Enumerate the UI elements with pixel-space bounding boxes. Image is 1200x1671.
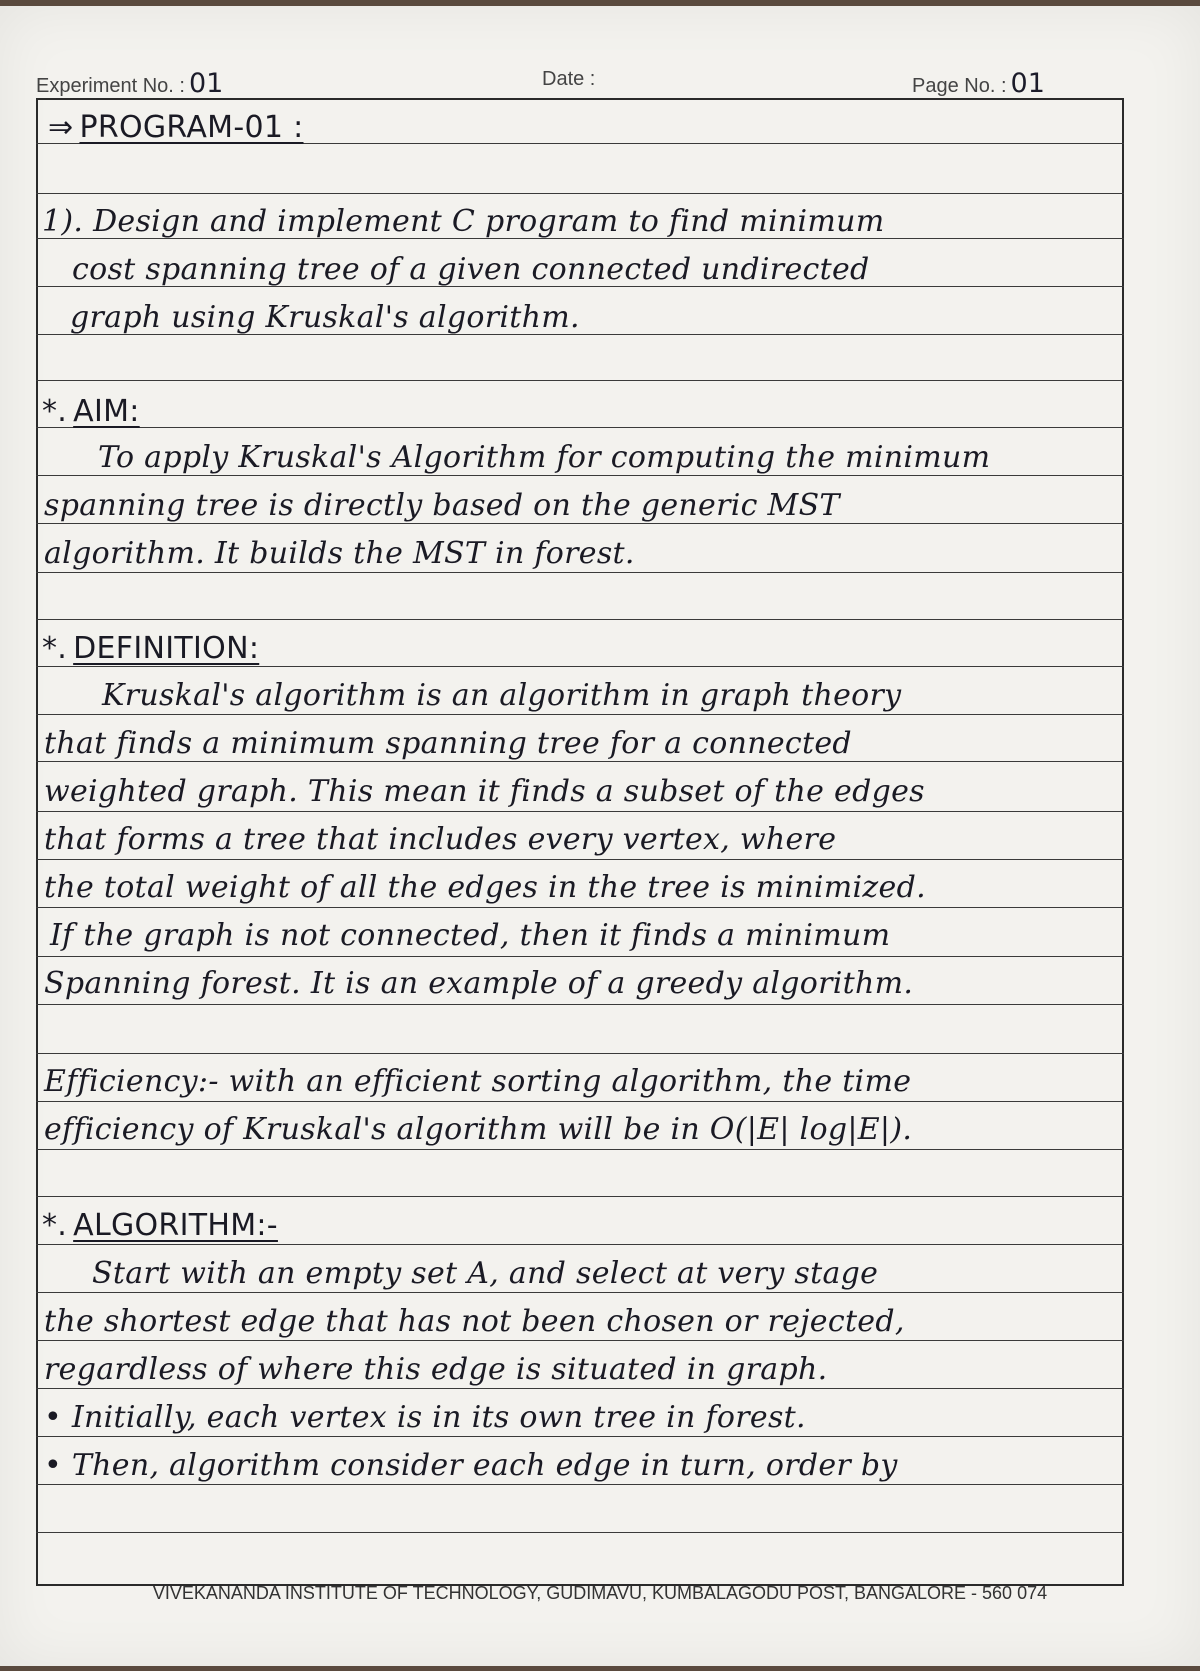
- aim-title: AIM:: [73, 394, 140, 429]
- efficiency-text-line: Efficiency:- with an efficient sorting algorithm, the time: [44, 1064, 912, 1099]
- page-value: 01: [1010, 68, 1045, 99]
- ruled-line: [36, 523, 1124, 524]
- aim-text-line: spanning tree is directly based on the generic MST: [44, 488, 840, 523]
- ruled-line: [36, 1196, 1124, 1197]
- ruled-line: [36, 811, 1124, 812]
- ruled-line: [36, 907, 1124, 908]
- program-heading: [48, 110, 304, 145]
- ruled-line: [36, 956, 1124, 957]
- algorithm-text-line: • Initially, each vertex is in its own tree in forest.: [44, 1400, 806, 1435]
- question-line: graph using Kruskal's algorithm.: [70, 300, 580, 335]
- ruled-line: [36, 475, 1124, 476]
- double-right-arrow-icon: ⇒: [48, 110, 74, 145]
- experiment-number: [36, 68, 223, 99]
- efficiency-text-line: efficiency of Kruskal's algorithm will be in O(|E| log|E|).: [44, 1112, 913, 1147]
- ruled-line: [36, 619, 1124, 620]
- asterisk-icon: *.: [42, 631, 68, 666]
- experiment-value: 01: [188, 68, 224, 99]
- algorithm-heading: [42, 1208, 278, 1243]
- ruled-line: [36, 380, 1124, 381]
- algorithm-title: ALGORITHM:-: [73, 1208, 278, 1243]
- question-line: cost spanning tree of a given connected undirected: [72, 252, 870, 287]
- ruled-line: [36, 193, 1124, 194]
- ruled-line: [36, 1149, 1124, 1150]
- definition-text-line: that forms a tree that includes every vertex, where: [44, 822, 837, 857]
- ruled-line: [36, 1244, 1124, 1245]
- definition-text-line: If the graph is not connected, then it finds a minimum: [50, 918, 891, 953]
- page-label: Page No. :: [912, 75, 1007, 97]
- ruled-line: [36, 1484, 1124, 1485]
- asterisk-icon: *.: [42, 1208, 68, 1243]
- ruled-line: [36, 1388, 1124, 1389]
- definition-text-line: Spanning forest. It is an example of a greedy algorithm.: [44, 966, 914, 1001]
- ruled-line: [36, 859, 1124, 860]
- definition-heading: [42, 631, 259, 666]
- ruled-line: [36, 427, 1124, 428]
- algorithm-text-line: regardless of where this edge is situated in graph.: [44, 1352, 828, 1387]
- ruled-line: [36, 1292, 1124, 1293]
- question-line: 1). Design and implement C program to find minimum: [42, 204, 885, 239]
- definition-title: DEFINITION:: [73, 631, 260, 666]
- institution-footer: VIVEKANANDA INSTITUTE OF TECHNOLOGY, GUDIMAVU, KUMBALAGODU POST, BANGALORE - 560 074: [152, 1583, 1048, 1603]
- aim-heading: [42, 394, 140, 429]
- definition-text-line: weighted graph. This mean it finds a subset of the edges: [44, 774, 925, 809]
- ruled-line: [36, 1053, 1124, 1054]
- definition-text-line: the total weight of all the edges in the tree is minimized.: [44, 870, 926, 905]
- ruled-line: [36, 1436, 1124, 1437]
- ruled-line: [36, 1004, 1124, 1005]
- ruled-line: [36, 1101, 1124, 1102]
- aim-text-line: To apply Kruskal's Algorithm for computing the minimum: [98, 440, 991, 475]
- experiment-label: Experiment No. :: [36, 75, 185, 97]
- date-field: [542, 68, 595, 91]
- asterisk-icon: *.: [42, 394, 68, 429]
- notebook-page: [0, 6, 1200, 1666]
- definition-text-line: Kruskal's algorithm is an algorithm in graph theory: [102, 678, 902, 713]
- ruled-line: [36, 761, 1124, 762]
- algorithm-text-line: the shortest edge that has not been chosen or rejected,: [44, 1304, 905, 1339]
- ruled-line: [36, 666, 1124, 667]
- definition-text-line: that finds a minimum spanning tree for a connected: [44, 726, 852, 761]
- ruled-line: [36, 714, 1124, 715]
- date-label: Date :: [542, 68, 596, 90]
- algorithm-text-line: Start with an empty set A, and select at very stage: [92, 1256, 879, 1291]
- algorithm-text-line: • Then, algorithm consider each edge in turn, order by: [44, 1448, 898, 1483]
- ruled-line: [36, 572, 1124, 573]
- ruled-line: [36, 1532, 1124, 1533]
- ruled-line: [36, 1340, 1124, 1341]
- program-title: PROGRAM-01 :: [79, 110, 304, 145]
- page-number: [912, 68, 1045, 99]
- aim-text-line: algorithm. It builds the MST in forest.: [44, 536, 635, 571]
